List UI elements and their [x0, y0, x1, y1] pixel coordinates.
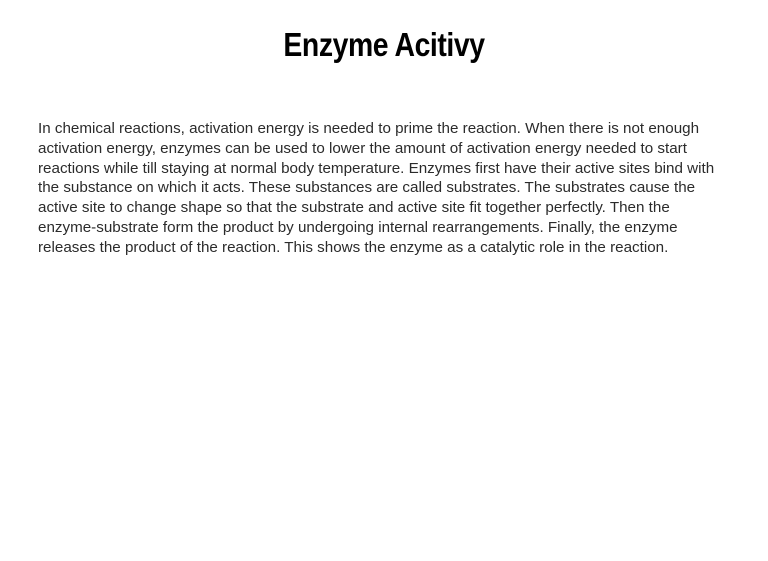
- slide-title: Enzyme Acitivy: [283, 26, 485, 63]
- slide-body-text: In chemical reactions, activation energy is needed to prime the reaction. When there is not enough activation energy, enzymes can be used to lower the amount of activation energy needed to start reactions while till staying at normal body temperature. Enzymes first have their active sites bind with the substance on which it acts. These substances are called substrates. The substrates cause the active site to change shape so that the substrate and active site fit together perfectly. Then the enzyme-substrate form the product by undergoing internal rearrangements. Finally, the enzyme releases the product of the reaction. This shows the enzyme as a catalytic role in the reaction.: [38, 120, 715, 256]
